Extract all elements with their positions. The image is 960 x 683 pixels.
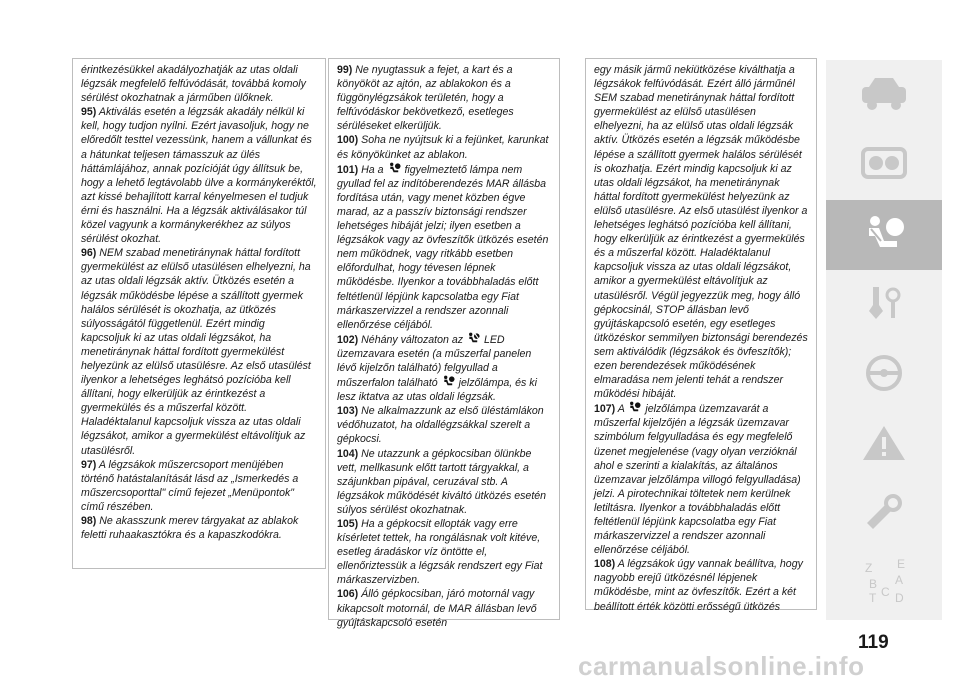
watermark: carmanualsonline.info (578, 651, 865, 681)
paragraph-107: 107) A jelzőlámpa üzemzavarát a műszerfal kijelzőjén a légzsák üzemzavar szimbólum felgyulladása és egy megfelelő üzenet megjelenése (vagy olyan verzióknál ahol e szerinti a kialakítás, az általános üzemzavar jelzőlámpa villogó felgyulladása) jelzi. A pirotechnikai töltetek nem kerülnek letiltásra. Ilyenkor a továbbhaladás előtt feltétlenül lépjünk kapcsolatba egy Fiat márkaszervizzel a rendszer azonnali ellenőrzése céljából. (594, 403, 801, 557)
sidebar-tab-emergency[interactable] (826, 410, 942, 480)
tools-icon (859, 283, 909, 323)
paragraph-96: 96) NEM szabad menetiránynak háttal fordított gyermekülést az elülső utasülésen elhelyezni, ha az utas oldali légzsák aktív. Ütközés esetén a légzsák működésbe lépése a szállított gyermek halálos sérülését is okozhatja, az ütközés súlyosságától függetlenül. Ezért mindig kapcsoljuk ki az utas oldali légzsákot, ha menetiránynak háttal fordított gyermekülést helyezünk az elülső utasülésre. Az első utasülést ilyenkor a lehetséges leghátsó pozícióba kell állítani, hogy elkerüljük az érintkezést a gyermekülés és a műszerfal között. Haladéktalanul kapcsoljuk vissza az utas oldali légzsákot, amikor a gyermekülést eltávolítjuk az utasülésről. (81, 247, 311, 457)
paragraph-101: 101) Ha a figyelmeztető lámpa nem gyullad fel az indítóberendezés MAR állásba fordítása után, vagy menet közben égve marad, az a passzív biztonsági rendszer lehetséges hibáját jelzi; ilyen esetben a légzsákok vagy az övfeszítők ütközés esetén nem működnek, vagy ritkább esetben előfordulhat, hogy tévesen lépnek működésbe. Ilyenkor a továbbhaladás előtt feltétlenül lépjünk kapcsolatba egy Fiat márkaszervizzel a rendszer azonnali ellenőrzése céljából. (337, 163, 549, 331)
index-letter: D (895, 591, 904, 605)
sidebar-tab-safety[interactable] (826, 200, 942, 270)
paragraph-98: 98) Ne akasszunk merev tárgyakat az ablakok feletti ruhaakasztókra és a kapaszkodókra. (81, 515, 299, 542)
sidebar-tab-car-info[interactable] (826, 60, 942, 130)
paragraph-97: 97) A légzsákok műszercsoport menüjében történő hatástalanítását lásd az „Ismerkedés a műszercsoporttal" című fejezet „Menüpontok" című részében. (81, 458, 299, 513)
paragraph-102: 102) Néhány változaton az LED üzemzavara esetén (a műszerfal panelen lévő kijelzőn található) felgyullad a műszerfalon található jelzőlámpa, és ki lesz iktatva az utas oldali légzsák. (337, 333, 537, 404)
sidebar-tab-service[interactable] (826, 480, 942, 550)
paragraph-108: 108) A légzsákok úgy vannak beállítva, hogy nagyobb erejű ütközésnél lépjenek működésbe, mint az övfeszítők. Ezért a két beállított érték közötti erősségű ütközés (594, 558, 803, 613)
index-letter: T (869, 591, 877, 605)
sidebar-tab-driving[interactable] (826, 340, 942, 410)
paragraph-100: 100) Soha ne nyújtsuk ki a fejünket, karunkat és könyökünket az ablakon. (337, 134, 549, 161)
text-column-2 (328, 58, 560, 629)
paragraph-continuation: érintkezésükkel akadályozhatják az utas oldali légzsák megfelelő felfúvódását, továbbá komoly sérülést okozhatnak a járműben ülőknek. (81, 64, 306, 105)
steering-wheel-icon (859, 353, 909, 393)
car-info-icon (859, 73, 909, 113)
index-letter: Z (865, 561, 873, 575)
dashboard-icon (859, 143, 909, 183)
paragraph-95: 95) Aktiválás esetén a légzsák akadály nélkül ki kell, hogy tudjon nyílni. Ezért javasoljuk, hogy ne előredőlt testtel vezessünk, hanem a vállunkat és a hátunkat teljesen támasszuk az ülés háttámlájához, annak pozícióját úgy állítsuk be, hogy a lehető legtávolabb ülve a kormánykeréktől, azt kissé behajlított karral kényelmesen el tudjuk érni és használni. Ha a légzsák aktiválásakor túl közel vagyunk a kormánykerékhez az súlyos sérülést okozhat. (81, 106, 317, 246)
index-letter: E (897, 557, 906, 571)
paragraph-continuation: egy másik jármű nekiütközése kiválthatja a légzsákok felfúvódását. Ezért álló járműnél SEM szabad menetiránynak háttal fordított gyermekülést az elülső utasülésen elhelyezni, ha az elülső utas oldali légzsák aktív. Ütközés esetén a légzsák működésbe lépése a szállított gyermek halálos sérülését is okozhatja. Ezért mindig kapcsoljuk ki az utas oldali légzsákot, ha menetiránynak háttal fordított gyermekülést helyezünk az elülső utasülésre. Az első utasülést ilyenkor a lehetséges leghátsó pozícióba kell állítani, hogy elkerüljük az érintkezést a gyermekülés és a műszerfal között. Haladéktalanul kapcsoljuk vissza az utas oldali légzsákot, amikor a gyermekülést eltávolítjuk az utasülésről. Végül jegyezzük meg, hogy álló gépkocsinál, STOP állásban levő gyújtáskapcsoló esetén, egy esetleges ütközéskor semmilyen biztonsági berendezés sem aktiválódik (légzsákok és övfeszítők); ezen berendezések működésének elmaradása nem jelenti tehát a rendszer működési hibáját. (594, 64, 808, 401)
index-letter: B (869, 577, 878, 591)
paragraph-99: 99) Ne nyugtassuk a fejet, a kart és a könyököt az ajtón, az ablakokon és a függönylégzsákok területén, hogy a felfúvódáskor bekövetkező, esetleges sérüléseket elkerüljük. (337, 64, 514, 133)
warning-triangle-icon (859, 423, 909, 463)
text-column-3 (585, 58, 817, 613)
airbag-warning-light-icon (442, 375, 455, 388)
paragraph-103: 103) Ne alkalmazzunk az első üléstámlákon védőhuzatot, ha oldallégzsákkal szerelt a gépkocsi. (337, 405, 544, 446)
paragraph-105: 105) Ha a gépkocsit ellopták vagy erre kísérletet tettek, ha rongálásnak volt kitéve, esetleg áradáskor víz öntötte el, ellenőriztessük a légzsák rendszert egy Fiat márkaszervizben. (337, 518, 543, 587)
airbag-icon (859, 213, 909, 257)
index-letter: C (881, 585, 890, 599)
section-sidebar (826, 60, 942, 620)
sidebar-tab-starting[interactable] (826, 270, 942, 340)
service-icon (859, 493, 909, 533)
index-letters-icon (859, 556, 909, 606)
sidebar-tab-dashboard[interactable] (826, 130, 942, 200)
text-column-1 (72, 58, 326, 569)
paragraph-104: 104) Ne utazzunk a gépkocsiban ölünkbe vett, mellkasunk előtt tartott tárgyakkal, a szájunkban pipával, ceruzával stb. A légzsákok működését kiváltó ütközés esetén súlyos sérülést okozhatnak. (337, 447, 547, 516)
page-number: 119 (858, 632, 889, 653)
sidebar-tab-index[interactable] (826, 550, 942, 620)
index-letter: A (895, 573, 904, 587)
airbag-warning-light-icon (628, 401, 641, 414)
paragraph-106: 106) Álló gépkocsiban, járó motornál vagy kikapcsolt motornál, de MAR állásban levő gyújtáskapcsoló esetén (337, 588, 537, 629)
airbag-warning-light-icon (388, 162, 401, 175)
airbag-off-led-icon (467, 332, 480, 345)
